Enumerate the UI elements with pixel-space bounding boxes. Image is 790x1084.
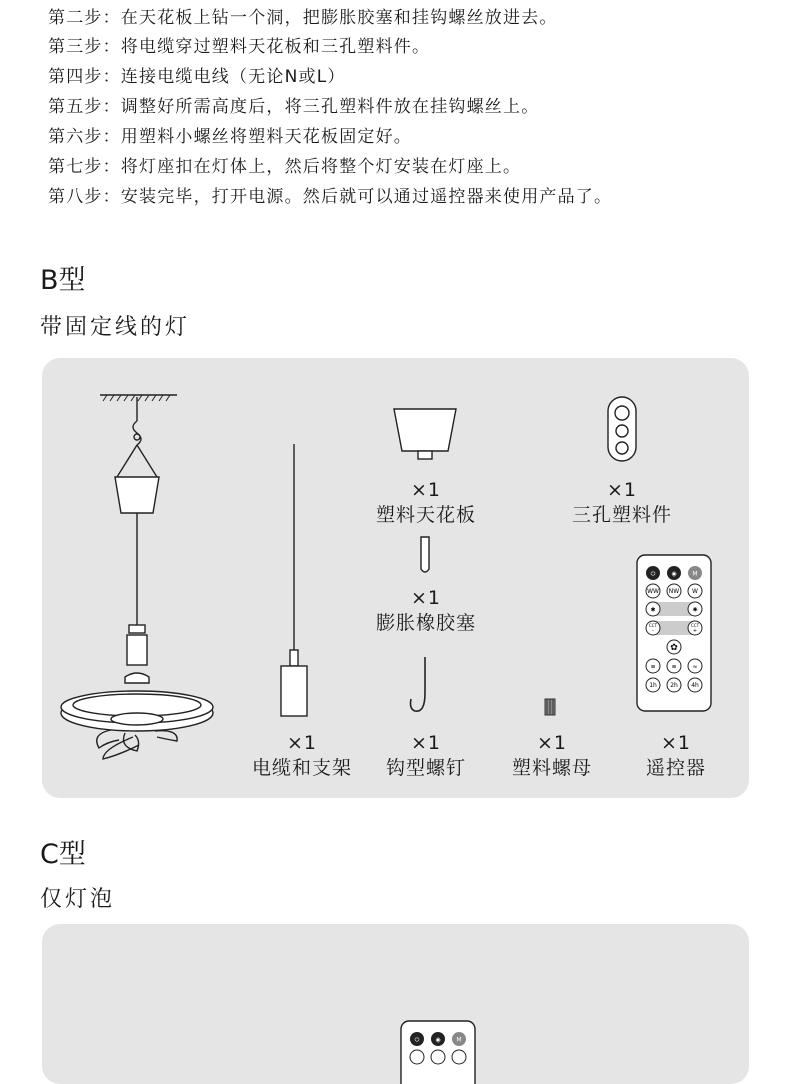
step-3: 第三步：将电缆穿过塑料天花板和三孔塑料件。 bbox=[48, 37, 431, 57]
three-hole-plastic-part-illustration bbox=[606, 395, 638, 465]
svg-text:CCT: CCT bbox=[690, 623, 700, 628]
step-6: 第六步：用塑料小螺丝将塑料天花板固定好。 bbox=[48, 127, 412, 147]
part-name: 塑料天花板 bbox=[375, 504, 476, 526]
section-c-subtitle: 仅灯泡 bbox=[40, 887, 116, 912]
svg-text:4h: 4h bbox=[691, 682, 699, 689]
svg-text:M: M bbox=[692, 570, 698, 578]
svg-text:-: - bbox=[652, 628, 654, 634]
section-b-title: B型 bbox=[40, 265, 86, 296]
section-c-title: C型 bbox=[40, 839, 86, 870]
svg-text:1h: 1h bbox=[649, 682, 657, 689]
section-b-subtitle: 带固定线的灯 bbox=[40, 315, 191, 340]
part-caption-three-hole-part bbox=[552, 478, 692, 528]
part-caption-ceiling-plate bbox=[356, 478, 496, 528]
step-5: 第五步：调整好所需高度后，将三孔塑料件放在挂钩螺丝上。 bbox=[48, 97, 540, 117]
svg-text:W: W bbox=[692, 588, 698, 595]
part-name: 膨胀橡胶塞 bbox=[375, 612, 476, 634]
part-qty: ×1 bbox=[410, 479, 441, 501]
svg-text:CCT: CCT bbox=[648, 623, 658, 628]
svg-text:✿: ✿ bbox=[670, 643, 678, 653]
svg-text:≈: ≈ bbox=[692, 663, 698, 671]
section-c-parts-panel bbox=[42, 924, 749, 1084]
part-name: 电缆和支架 bbox=[251, 757, 352, 779]
step-2: 第二步：在天花板上钻一个洞，把膨胀胶塞和挂钩螺丝放进去。 bbox=[48, 8, 558, 28]
svg-text:✺: ✺ bbox=[692, 606, 698, 614]
svg-text:≡: ≡ bbox=[650, 663, 656, 671]
svg-text:≡: ≡ bbox=[671, 663, 677, 671]
svg-text:NW: NW bbox=[668, 588, 680, 595]
svg-text:M: M bbox=[456, 1036, 462, 1044]
part-qty: ×1 bbox=[536, 732, 567, 754]
svg-text:WW: WW bbox=[647, 588, 659, 595]
svg-text:⏻: ⏻ bbox=[650, 570, 656, 578]
svg-text:⏻: ⏻ bbox=[414, 1036, 420, 1044]
svg-text:✱: ✱ bbox=[650, 606, 656, 614]
plastic-ceiling-plate-illustration bbox=[390, 405, 460, 465]
plastic-nut-illustration bbox=[542, 697, 558, 717]
expansion-plug-illustration bbox=[418, 535, 432, 575]
part-caption-remote bbox=[606, 731, 746, 781]
step-7: 第七步：将灯座扣在灯体上，然后将整个灯安装在灯座上。 bbox=[48, 157, 522, 177]
part-qty: ×1 bbox=[660, 732, 691, 754]
hook-screw-illustration bbox=[408, 655, 440, 720]
part-name: 三孔塑料件 bbox=[571, 504, 672, 526]
part-qty: ×1 bbox=[606, 479, 637, 501]
remote-control-illustration bbox=[636, 554, 712, 714]
remote-control-illustration-c bbox=[400, 1020, 476, 1060]
part-name: 钩型螺钉 bbox=[385, 757, 466, 779]
part-caption-hook-screw bbox=[356, 731, 496, 781]
part-caption-cable-bracket bbox=[232, 731, 372, 781]
part-qty: ×1 bbox=[410, 732, 441, 754]
step-8: 第八步：安装完毕，打开电源。然后就可以通过遥控器来使用产品了。 bbox=[48, 187, 613, 207]
part-caption-expansion-plug bbox=[356, 586, 496, 636]
svg-text:◉: ◉ bbox=[671, 570, 677, 578]
part-caption-plastic-nut bbox=[482, 731, 622, 781]
svg-text:2h: 2h bbox=[670, 682, 678, 689]
hanging-fan-lamp-illustration bbox=[55, 385, 235, 775]
part-name: 遥控器 bbox=[645, 757, 706, 779]
part-name: 塑料螺母 bbox=[511, 757, 592, 779]
cable-and-bracket-illustration bbox=[270, 440, 320, 720]
part-qty: ×1 bbox=[286, 732, 317, 754]
step-4: 第四步：连接电缆电线（无论N或L） bbox=[48, 67, 346, 87]
svg-text:◉: ◉ bbox=[435, 1036, 441, 1044]
svg-text:+: + bbox=[692, 628, 698, 634]
part-qty: ×1 bbox=[410, 587, 441, 609]
